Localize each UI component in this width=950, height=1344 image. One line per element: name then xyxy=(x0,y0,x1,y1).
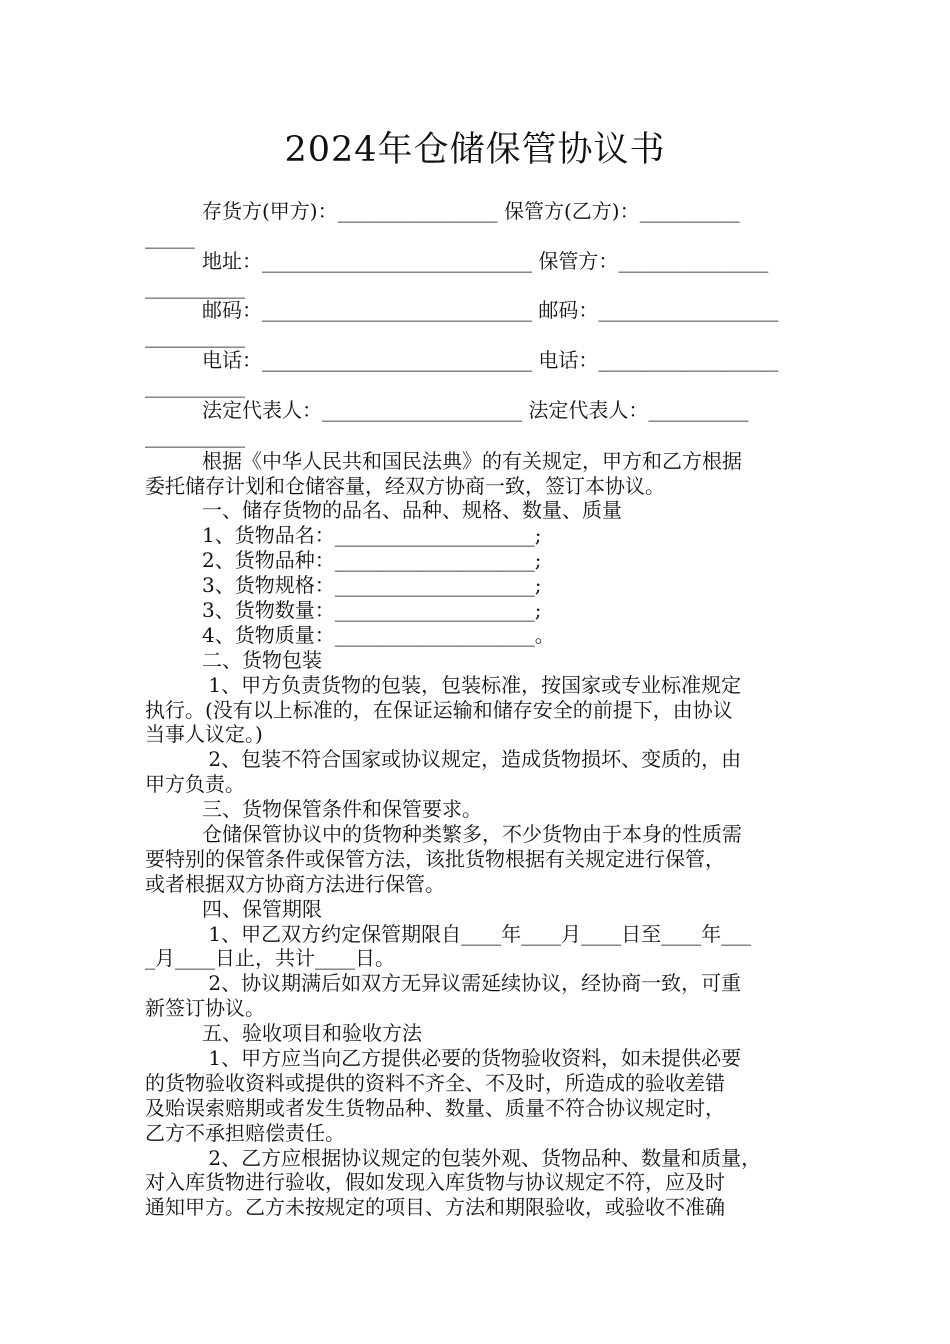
item-line: 4、货物质量：____________________。 xyxy=(202,623,555,647)
paragraph-line: 2、协议期满后如双方无异议需延续协议，经协商一致，可重 xyxy=(202,971,742,995)
party-a-line: 存货方(甲方)：________________ 保管方(乙方)：__________ xyxy=(202,199,740,223)
party-line-wrap: _____ xyxy=(145,225,195,249)
phone-line-wrap: __________ xyxy=(145,374,245,398)
phone-line: 电话：___________________________ 电话：__________________ xyxy=(202,348,779,372)
legal-rep-line: 法定代表人：____________________ 法定代表人：__________ xyxy=(202,398,749,422)
paragraph-line: 新签订协议。 xyxy=(145,996,265,1020)
paragraph-line: 的货物验收资料或提供的资料不齐全、不及时，所造成的验收差错 xyxy=(145,1071,725,1095)
section-heading: 三、货物保管条件和保管要求。 xyxy=(202,797,482,821)
item-line: 3、货物规格：____________________; xyxy=(202,573,542,597)
paragraph-line: 及贻误索赔期或者发生货物品种、数量、质量不符合协议规定时， xyxy=(145,1096,725,1120)
paragraph-line: 当事人议定。) xyxy=(145,722,263,746)
section-heading: 五、验收项目和验收方法 xyxy=(202,1021,422,1045)
paragraph-line: 2、乙方应根据协议规定的包装外观、货物品种、数量和质量， xyxy=(202,1146,762,1170)
postcode-line-wrap: __________ xyxy=(145,324,245,348)
preamble-line: 委托储存计划和仓储容量，经双方协商一致，签订本协议。 xyxy=(145,474,665,498)
paragraph-line: 乙方不承担赔偿责任。 xyxy=(145,1121,345,1145)
paragraph-line: _月____日止，共计____日。 xyxy=(145,946,395,970)
paragraph-line: 通知甲方。乙方未按规定的项目、方法和期限验收，或验收不准确 xyxy=(145,1195,725,1219)
document-title: 2024年仓储保管协议书 xyxy=(284,130,666,170)
item-line: 2、货物品种：____________________; xyxy=(202,548,542,572)
paragraph-line: 1、甲乙双方约定保管期限自____年____月____日至____年___ xyxy=(202,922,752,946)
legal-rep-line-wrap: __________ xyxy=(145,424,245,448)
paragraph-line: 1、甲方负责货物的包装，包装标准，按国家或专业标准规定 xyxy=(202,673,742,697)
paragraph-line: 甲方负责。 xyxy=(145,772,245,796)
preamble-line: 根据《中华人民共和国民法典》的有关规定，甲方和乙方根据 xyxy=(202,449,742,473)
paragraph-line: 或者根据双方协商方法进行保管。 xyxy=(145,872,445,896)
item-line: 3、货物数量：____________________; xyxy=(202,598,542,622)
postcode-line: 邮码：___________________________ 邮码：__________________ xyxy=(202,298,779,322)
paragraph-line: 对入库货物进行验收，假如发现入库货物与协议规定不符，应及时 xyxy=(145,1170,725,1194)
paragraph-line: 2、包装不符合国家或协议规定，造成货物损坏、变质的，由 xyxy=(202,747,742,771)
address-line-wrap: __________ xyxy=(145,275,245,299)
paragraph-line: 要特别的保管条件或保管方法，该批货物根据有关规定进行保管， xyxy=(145,847,725,871)
section-heading: 二、货物包装 xyxy=(202,648,322,672)
paragraph-line: 执行。(没有以上标准的，在保证运输和储存安全的前提下，由协议 xyxy=(145,698,733,722)
section-heading: 四、保管期限 xyxy=(202,897,322,921)
item-line: 1、货物品名：____________________; xyxy=(202,523,542,547)
section-heading: 一、储存货物的品名、品种、规格、数量、质量 xyxy=(202,498,622,522)
paragraph-line: 1、甲方应当向乙方提供必要的货物验收资料，如未提供必要 xyxy=(202,1046,742,1070)
address-line: 地址：___________________________ 保管方：_______________ xyxy=(202,249,769,273)
paragraph-line: 仓储保管协议中的货物种类繁多，不少货物由于本身的性质需 xyxy=(202,822,742,846)
